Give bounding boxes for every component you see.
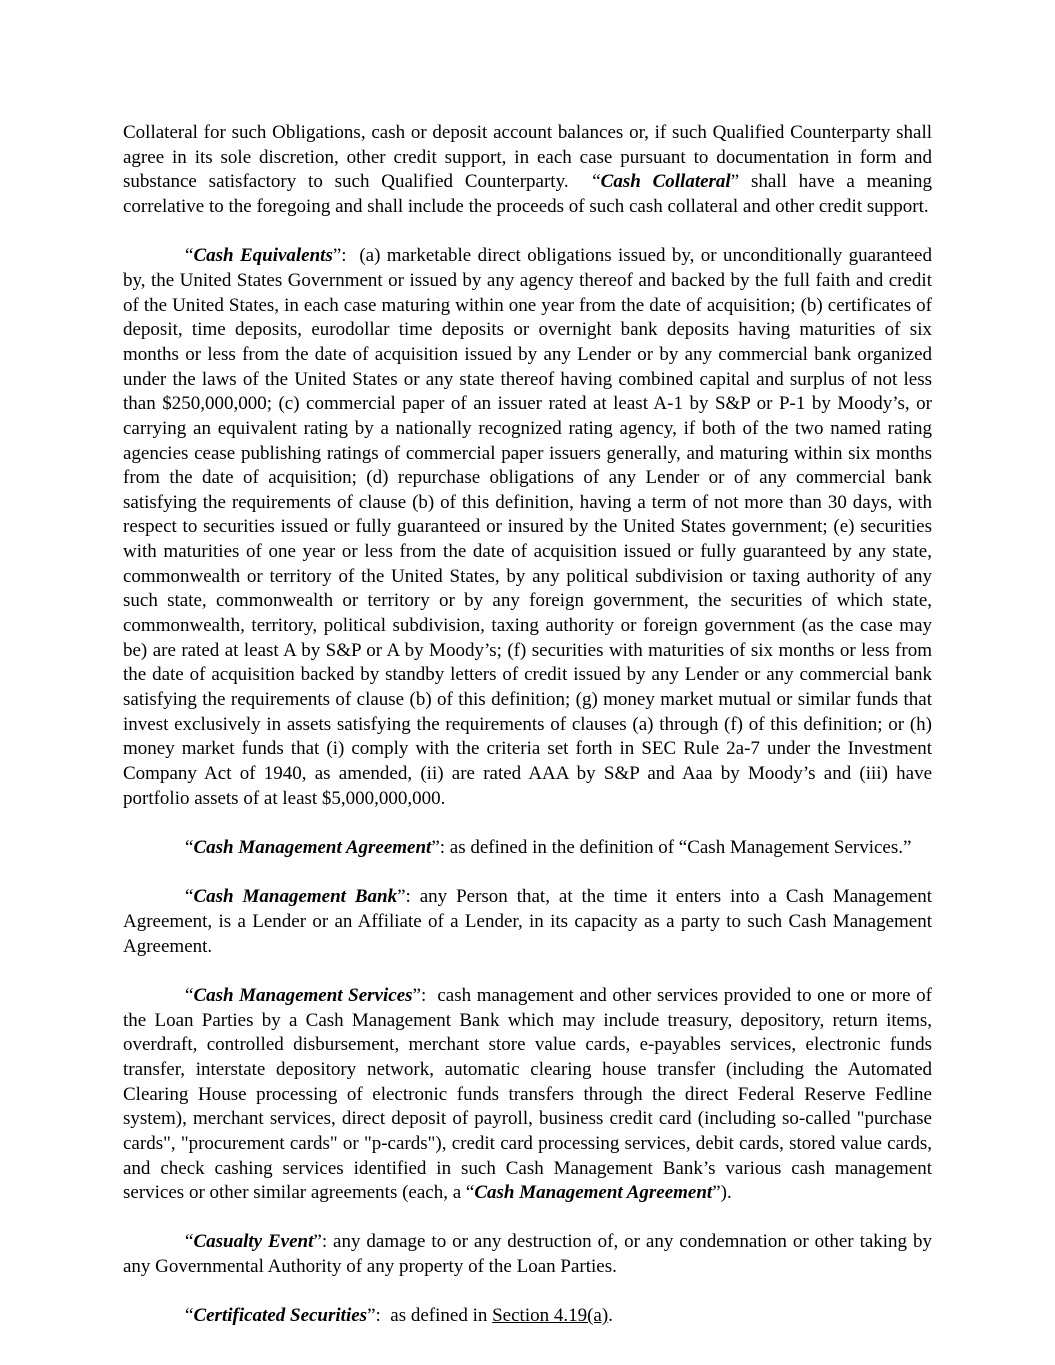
definition-cash-management-services — [123, 984, 932, 1206]
text-run: “ — [185, 245, 194, 267]
text-run: ”: any Person that, at the time it enters into a Cash Management Agreement, is a Lender or an Affiliate of a Lender, in its capacity as a party to such Cash Management Agreement. — [123, 886, 933, 957]
text-run: “ — [185, 984, 194, 1006]
definition-cash-equivalents — [123, 244, 932, 811]
defined-term: Cash Management Agreement — [474, 1182, 713, 1204]
defined-term: Cash Equivalents — [193, 245, 333, 267]
text-run: ”). — [712, 1182, 732, 1204]
text-run: “ — [185, 837, 194, 858]
text-run: “ — [185, 1305, 194, 1327]
defined-term: Certificated Securities — [193, 1305, 368, 1327]
paragraph-cash-collateral-continuation — [123, 121, 932, 220]
definition-certificated-securities — [123, 1304, 932, 1329]
text-run: “ — [185, 886, 194, 908]
defined-term: Casualty Event — [193, 1231, 314, 1253]
text-run: “ — [185, 1231, 194, 1253]
text-run: ”: as defined in — [367, 1305, 493, 1327]
text-run: ”: cash management and other services provided to one or more of the Loan Parties by a Cash Management Bank which may include treasury, depository, return items, overdraft, controlled disbursement, merchant store value cards, e-payables services, electronic funds transfer, interstate depository network, automatic clearing house transfer (including the Automated Clearing House processing of electronic funds transfers through the direct Federal Reserve Fedline system), merchant services, direct deposit of payroll, business credit card (including so-called "purchase cards", "procurement cards" or "p-cards"), credit card processing services, debit cards, stored value cards, and check cashing services identified in such Cash Management Bank’s various cash management services or other similar agreements (each, a “ — [123, 984, 932, 1204]
defined-term: Cash Management Bank — [193, 886, 398, 908]
text-run: Collateral for such Obligations, cash or deposit account balances or, if such Qualified Counterparty shall agree in its sole discretion, other credit support, in each case pursuant to documentation in form and substance satisfactory to such Qualified Counterparty. “ — [123, 122, 932, 193]
section-reference: Section 4.19(a) — [492, 1305, 609, 1327]
definition-cash-management-agreement — [123, 836, 932, 861]
definition-casualty-event — [123, 1230, 932, 1279]
defined-term: Cash Management Services — [193, 984, 413, 1006]
text-run: ”: (a) marketable direct obligations issued by, or unconditionally guaranteed by, the United States Government or issued by any agency thereof and backed by the full faith and credit of the United States, in each case maturing within one year from the date of acquisition; (b) certificates of deposit, time deposits, eurodollar time deposits or overnight bank deposits having maturities of six months or less from the date of acquisition issued by any Lender or by any commercial bank organized under the laws of the United States or any state thereof having combined capital and surplus of not less than $250,000,000; (c) commercial paper of an issuer rated at least A-1 by S&P or P-1 by Moody’s, or carrying an equivalent rating by a nationally recognized rating agency, if both of the two named rating agencies cease publishing ratings of commercial paper issuers generally, and maturing within six months from the date of acquisition; (d) repurchase obligations of any Lender or of any commercial bank satisfying the requirements of clause (b) of this definition, having a term of not more than 30 days, with respect to securities issued or fully guaranteed or insured by the United States government; (e) securities with maturities of one year or less from the date of acquisition issued or fully guaranteed by any state, commonwealth or territory of the United States, by any political subdivision or taxing authority of any such state, commonwealth or territory or by any foreign government, the securities of which state, commonwealth, territory, political subdivision, taxing authority or foreign government (as the case may be) are rated at least A by S&P or A by Moody’s; (f) securities with maturities of six months or less from the date of acquisition backed by standby letters of credit issued by any Lender or any commercial bank satisfying the requirements of clause (b) of this definition; (g) money market mutual or similar funds that invest exclusively in assets satisfying the requirements of clauses (a) through (f) of this definition; or (h) money market funds that (i) comply with the criteria set forth in SEC Rule 2a-7 under the Investment Company Act of 1940, as amended, (ii) are rated AAA by S&P and Aaa by Moody’s and (iii) have portfolio assets of at least $5,000,000,000. — [123, 245, 932, 809]
definition-cash-management-bank — [123, 885, 932, 959]
defined-term: Cash Management Agreement — [193, 837, 432, 858]
defined-term: Cash Collateral — [600, 171, 731, 193]
text-run: ” shall have a meaning correlative to the foregoing and shall include the proceeds of such cash collateral and other credit support. — [123, 171, 932, 217]
text-run: . — [608, 1305, 613, 1327]
text-run: ”: any damage to or any destruction of, or any condemnation or other taking by any Governmental Authority of any property of the Loan Parties. — [123, 1231, 932, 1278]
text-run: ”: as defined in the definition of “Cash Management Services.” — [431, 837, 912, 858]
